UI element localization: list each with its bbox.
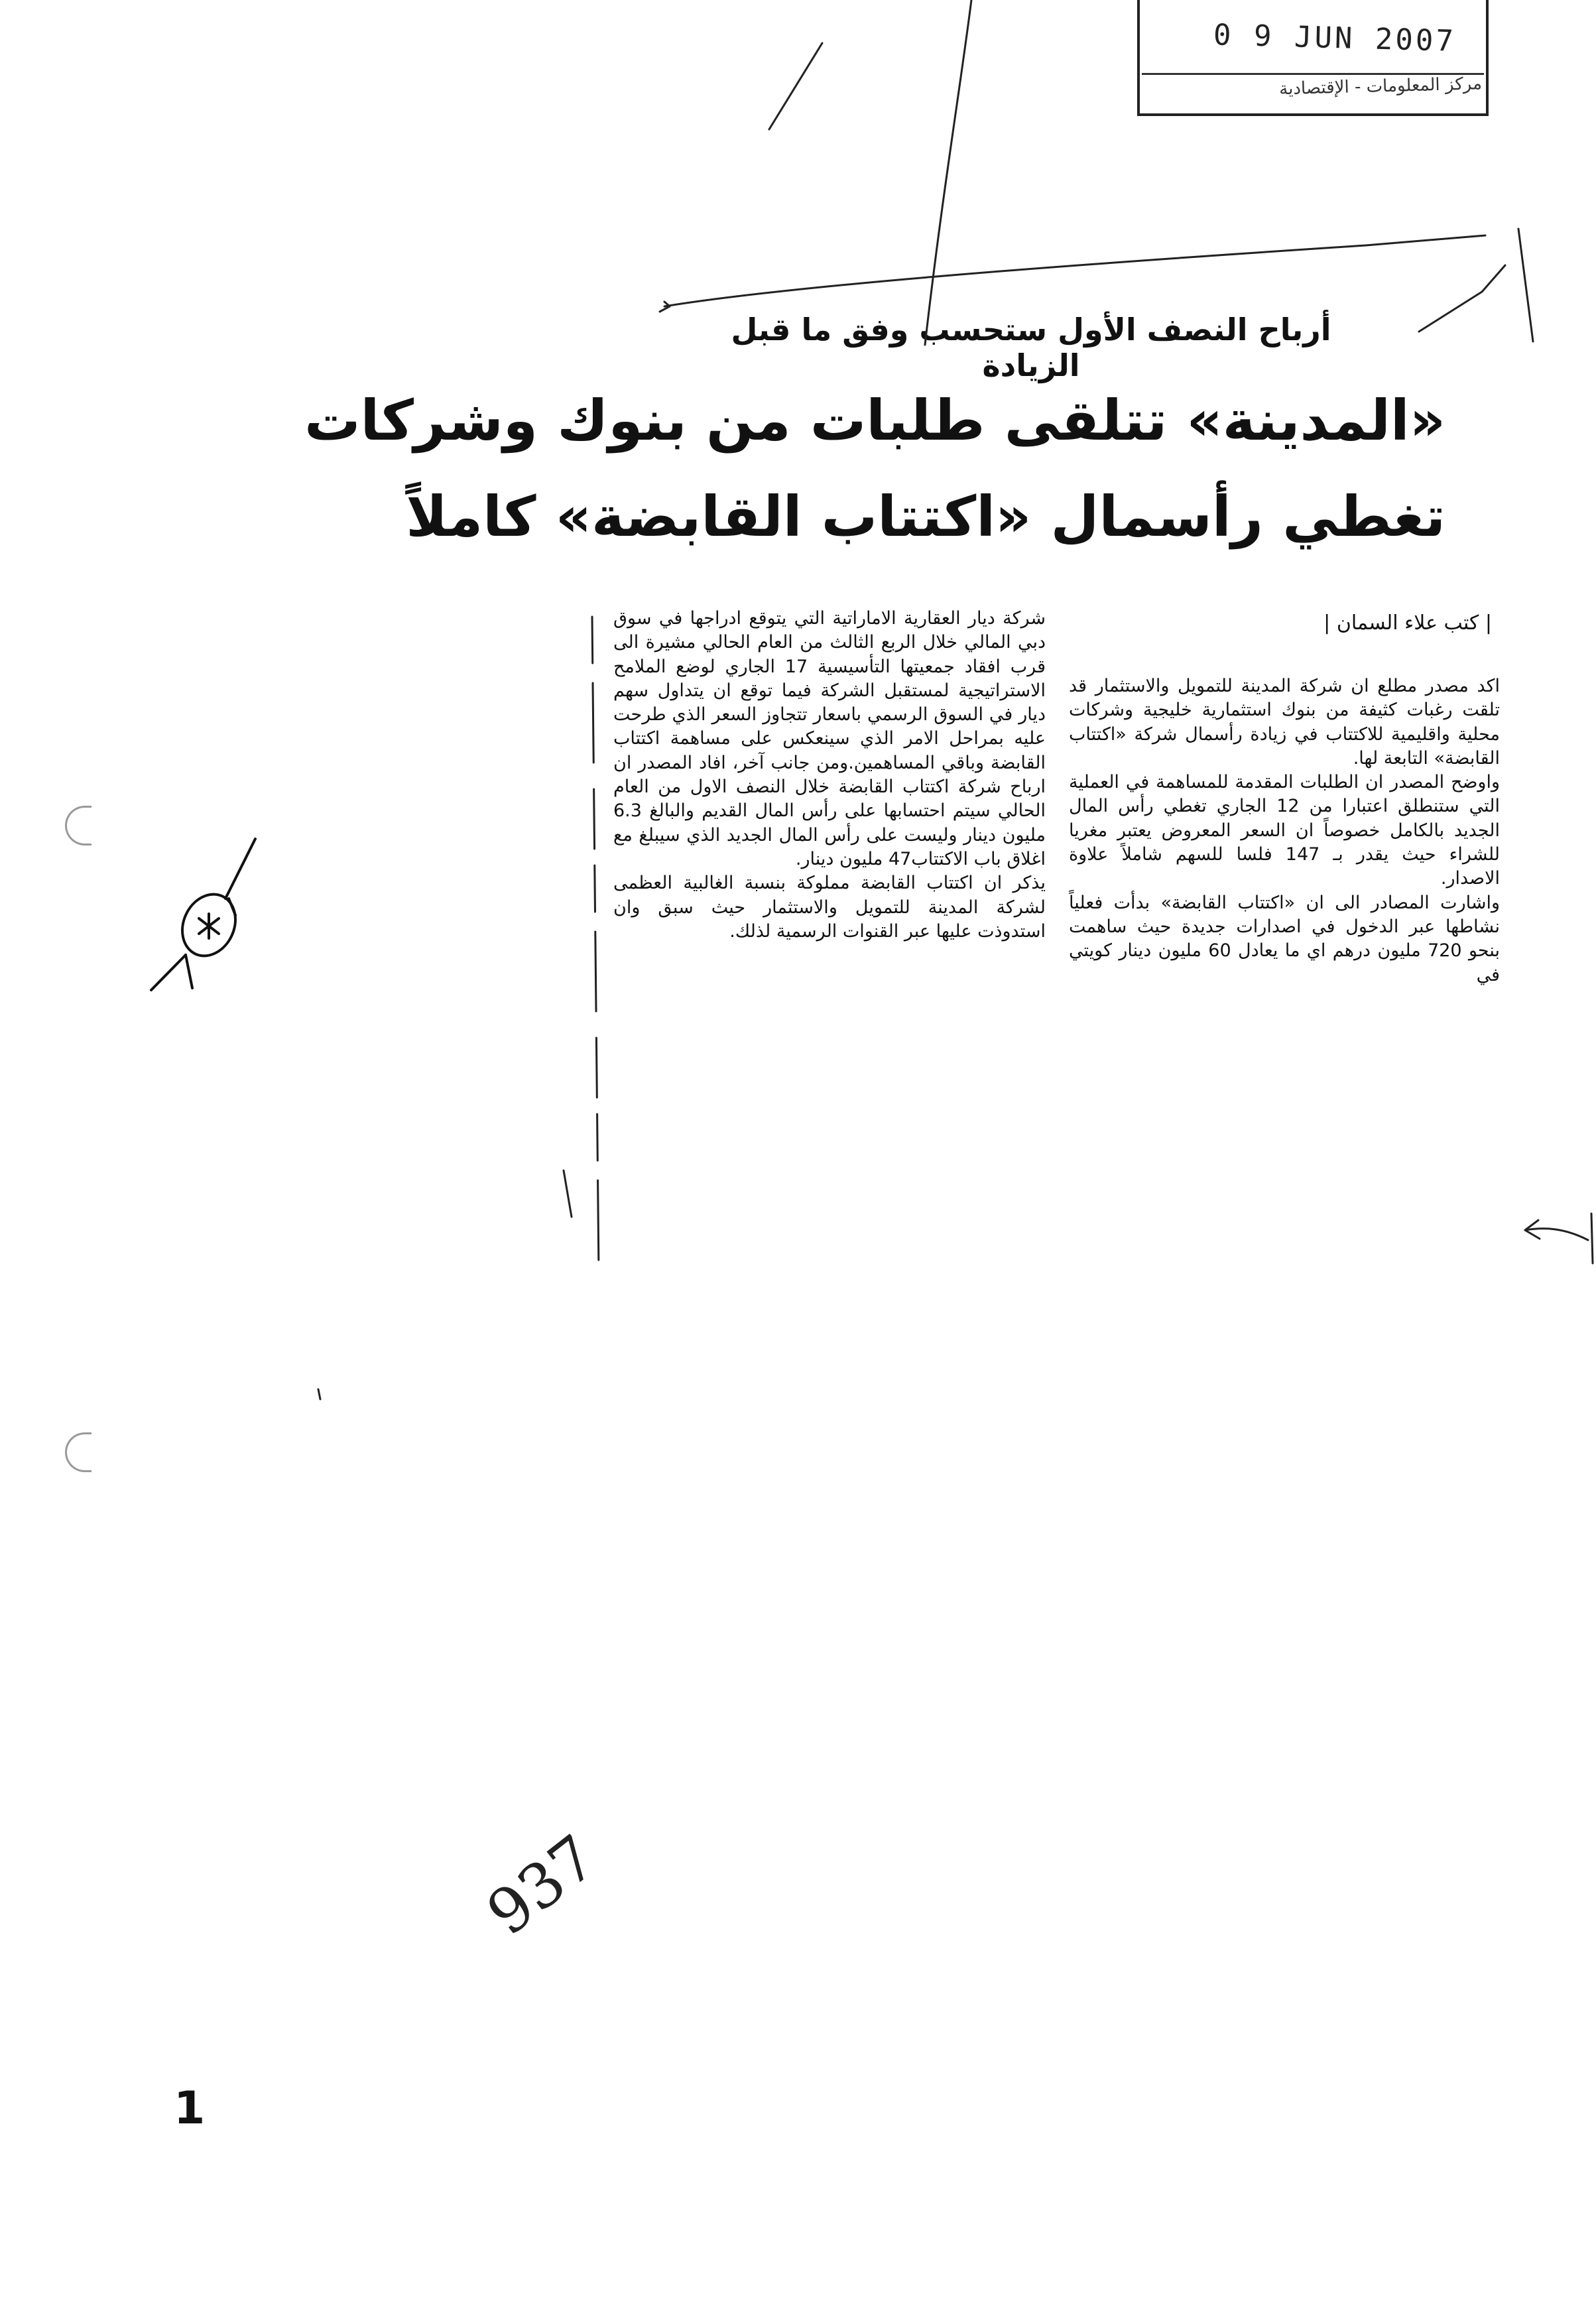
pen-stroke (1525, 1229, 1588, 1240)
article-byline: | كتب علاء السمان | (1323, 611, 1492, 635)
pen-stroke (564, 1170, 572, 1217)
paragraph: واشارت المصادر الى ان «اكتتاب القابضة» بدأت فعلياً نشاطها عبر الدخول في اصدارات جديدة حيث ساهمت بنحو 720 مليون درهم اي ما يعادل 60 مليون دينار كويتي في (1069, 892, 1500, 985)
binder-hole (65, 1432, 92, 1472)
stamp-organization: مركز المعلومات - الإقتصادية (1278, 74, 1483, 99)
paragraph: اكد مصدر مطلع ان شركة المدينة للتمويل والاستثمار قد تلقت رغبات كثيفة من بنوك استثمارية خليجية وشركات محلية واقليمية للاكتتاب في زيادة رأسمال شركة «اكتتاب القابضة» التابعة لها. (1069, 676, 1500, 769)
pen-stroke (318, 1389, 320, 1399)
pen-stroke (592, 617, 599, 1273)
pen-stroke (925, 0, 971, 345)
pen-stroke (664, 235, 1485, 306)
paragraph: واوضح المصدر ان الطلبات المقدمة للمساهمة في العملية التي ستنطلق اعتبارا من 12 الجاري تغطي رأس المال الجديد بالكامل خصوصاً ان السعر المعروض يعتبر مغريا للشراء حيث يقدر بـ 147 فلسا للسهم شاملاً علاوة الاصدار. (1069, 772, 1501, 889)
compass-doodle-icon (151, 839, 255, 990)
paragraph: شركة ديار العقارية الاماراتية التي يتوقع ادراجها في سوق دبي المالي خلال الربع الثالث من العام الحالي مشيرة الى قرب افقاد جمعيتها التأسيسية 17 الجاري لوضع الملامح الاستراتيجية لمستقبل الشركة فيما توقع ان يتداول سهم ديار في السوق الرسمي باسعار تتجاوز السعر الذي طرحت عليه بمراحل الامر الذي سينعكس على مساهمة اكتتاب القابضة وباقي المساهمين.ومن جانب آخر، افاد المصدر ان ارباح شركة اكتتاب القابضة خلال النصف الاول من العام الحالي سيتم احتسابها على رأس المال القديم والبالغ 6.3 مليون دينار وليست على رأس المال الجديد الذي سيبلغ مع اغلاق باب الاكتتاب47 مليون دينار. (613, 608, 1046, 869)
article-headline-line-2: تغطي رأسمال «اكتتاب القابضة» كاملاً (406, 484, 1445, 549)
binder-hole (65, 806, 92, 845)
pen-stroke (1525, 1220, 1540, 1239)
pen-stroke (769, 43, 822, 129)
article-overline: أرباح النصف الأول ستحسب وفق ما قبل الزيادة (731, 312, 1331, 383)
article-headline-line-1: «المدينة» تتلقى طلبات من بنوك وشركات (304, 388, 1445, 453)
paragraph: يذكر ان اكتتاب القابضة مملوكة بنسبة الغالبية العظمى لشركة المدينة للتمويل والاستثمار حيث سبق وان استدوذت عليها عبر القنوات الرسمية لذلك. (613, 873, 1046, 942)
article-column-right (1069, 674, 1500, 987)
pen-stroke (1591, 1214, 1593, 1263)
page-number: 1 (174, 2082, 206, 2135)
pen-stroke (1419, 265, 1505, 332)
pen-stroke (660, 302, 670, 312)
article-column-left (613, 607, 1046, 944)
handwritten-number: 937 (474, 1821, 610, 1950)
stamp-date: 0 9 JUN 2007 (1213, 18, 1457, 58)
pen-stroke (1518, 229, 1533, 342)
